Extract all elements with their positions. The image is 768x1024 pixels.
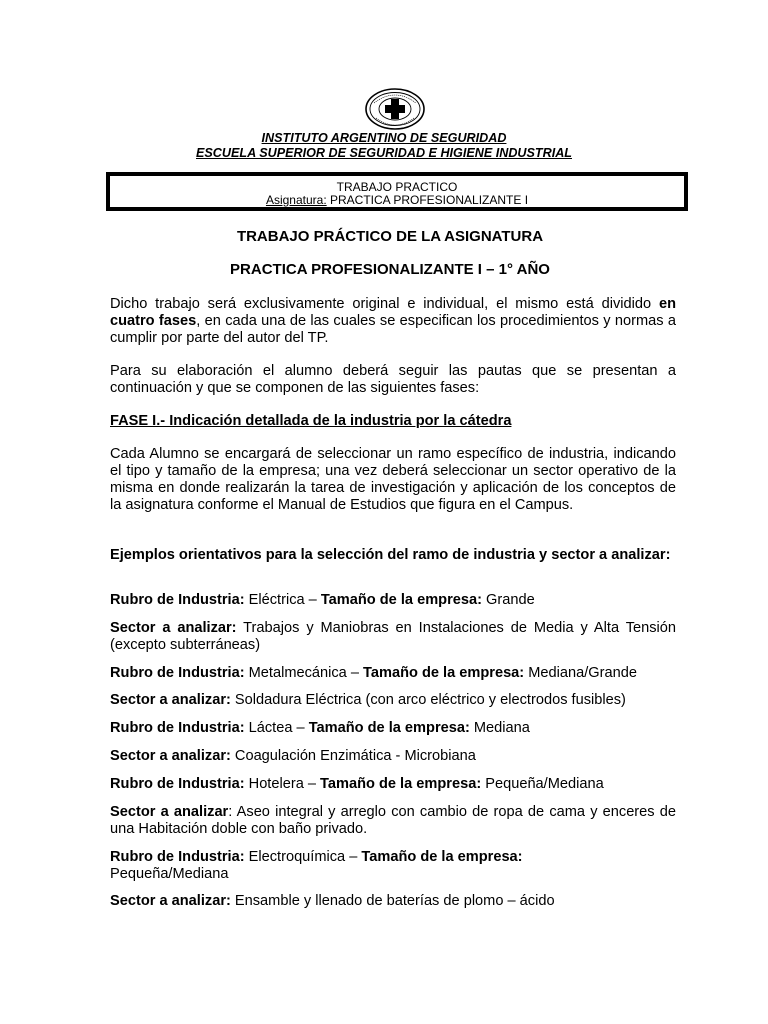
dash: – <box>346 665 364 681</box>
tamano-label: Tamaño de la empresa: <box>320 592 482 608</box>
intro-p1-text-c: , en cada una de las cuales se especifican los procedimientos y normas a cumplir por parte del autor del TP. <box>110 313 677 346</box>
example-3-rubro <box>110 720 676 737</box>
rubro-label: Rubro de Industria: <box>110 776 245 792</box>
sector-value: Coagulación Enzimática - Microbiana <box>230 748 476 764</box>
fase-1-body: Cada Alumno se encargará de seleccionar un ramo específico de industria, indicando el tipo y tamaño de la empresa; una vez deberá seleccionar un sector operativo de la misma en donde realizarán la tarea de investigación y aplicación de los conceptos de la asignatura conforme el Manual de Estudios que figura en el Campus. <box>110 446 676 513</box>
sector-label: Sector a analizar: <box>110 748 231 764</box>
example-1-sector <box>110 620 676 654</box>
example-4-rubro <box>110 776 676 793</box>
rubro-value: Metalmecánica <box>244 665 347 681</box>
example-5-rubro <box>110 849 676 883</box>
example-2-sector <box>110 692 676 709</box>
box-title: TRABAJO PRACTICO <box>336 180 458 194</box>
example-5-sector <box>110 893 676 910</box>
sector-label: Sector a analizar: <box>110 893 231 909</box>
box-subject-value: PRACTICA PROFESIONALIZANTE I <box>326 193 529 207</box>
header-institute: INSTITUTO ARGENTINO DE SEGURIDAD <box>261 131 507 145</box>
rubro-value: Hotelera <box>244 776 304 792</box>
example-3-sector <box>110 748 676 765</box>
tamano-value: Grande <box>481 592 535 608</box>
example-1-rubro <box>110 592 676 609</box>
tamano-value: Pequeña/Mediana <box>110 866 229 882</box>
tamano-label: Tamaño de la empresa: <box>363 665 525 681</box>
sector-label: Sector a analizar: <box>110 620 237 636</box>
example-4-sector <box>110 804 676 838</box>
header-school: ESCUELA SUPERIOR DE SEGURIDAD E HIGIENE INDUSTRIAL <box>196 146 572 160</box>
dash: – <box>303 776 321 792</box>
tamano-value: Mediana/Grande <box>524 665 637 681</box>
tamano-label: Tamaño de la empresa: <box>308 720 470 736</box>
sector-value: : Aseo integral y arreglo con cambio de ropa de cama y enceres de una Habitación doble con baño privado. <box>110 804 676 837</box>
intro-paragraph-2: Para su elaboración el alumno deberá seguir las pautas que se presentan a continuación y que se componen de las siguientes fases: <box>110 363 676 396</box>
rubro-value: Electroquímica <box>244 849 346 865</box>
sector-value: Trabajos y Maniobras en Instalaciones de Media y Alta Tensión (excepto subterráneas) <box>110 620 676 653</box>
dash: – <box>345 849 362 865</box>
intro-p1-bold: en cuatro fases <box>110 296 676 329</box>
sector-value: Soldadura Eléctrica (con arco eléctrico y electrodos fusibles) <box>230 692 626 708</box>
tamano-value: Mediana <box>469 720 530 736</box>
main-title: TRABAJO PRÁCTICO DE LA ASIGNATURA <box>236 228 544 245</box>
dash: – <box>292 720 309 736</box>
sector-label: Sector a analizar: <box>110 692 231 708</box>
rubro-label: Rubro de Industria: <box>110 720 245 736</box>
box-subject-label: Asignatura: <box>265 193 327 207</box>
sector-label: Sector a analizar <box>110 804 229 820</box>
dash: – <box>304 592 321 608</box>
intro-paragraph-1 <box>110 296 676 347</box>
rubro-value: Eléctrica <box>244 592 305 608</box>
tamano-value: Pequeña/Mediana <box>481 776 604 792</box>
rubro-label: Rubro de Industria: <box>110 592 245 608</box>
institute-seal-logo <box>364 88 426 130</box>
rubro-value: Láctea <box>244 720 293 736</box>
tamano-label: Tamaño de la empresa: <box>320 776 482 792</box>
rubro-label: Rubro de Industria: <box>110 849 245 865</box>
examples-heading: Ejemplos orientativos para la selección del ramo de industria y sector a analizar: <box>110 547 671 563</box>
intro-p1-text-a: Dicho trabajo será exclusivamente original e individual, el mismo está dividido <box>110 296 659 312</box>
sub-title: PRACTICA PROFESIONALIZANTE I – 1° AÑO <box>230 261 550 278</box>
sector-value: Ensamble y llenado de baterías de plomo – ácido <box>230 893 555 909</box>
tamano-label: Tamaño de la empresa: <box>361 849 523 865</box>
fase-1-heading: FASE I.- Indicación detallada de la industria por la cátedra <box>110 413 512 429</box>
box-subject <box>110 193 684 207</box>
subject-box <box>106 172 688 211</box>
rubro-label: Rubro de Industria: <box>110 665 245 681</box>
example-2-rubro <box>110 665 676 682</box>
